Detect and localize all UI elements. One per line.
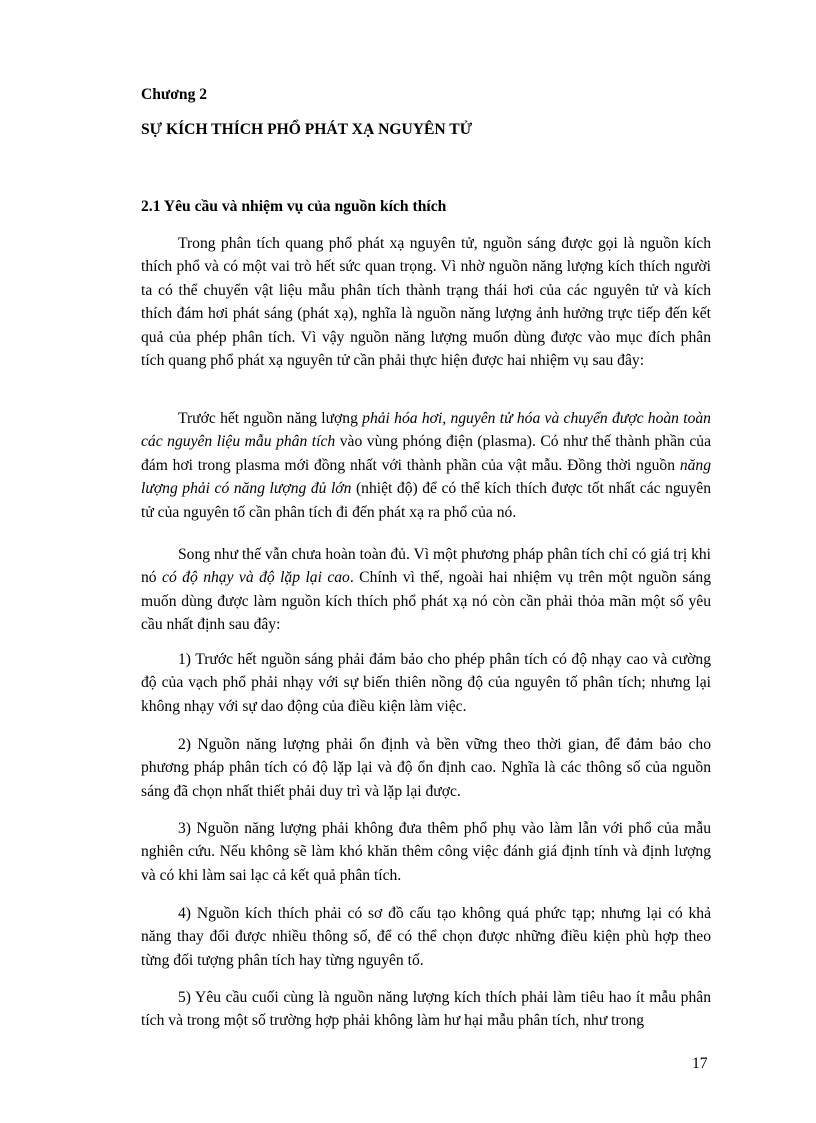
requirement-item-4: 4) Nguồn kích thích phải có sơ đồ cấu tạo không quá phức tạp; nhưng lại có khả năng thay đổi được nhiều thông số, để có thể chọn được những điều kiện phù hợp theo từng đối tượng phân tích hay từng nguyên tố. [141, 905, 711, 969]
emphasis-text: phải hóa hơi, nguyên tử hóa và chuyển được hoàn toàn các nguyên liệu mẫu phân tích [141, 410, 711, 451]
chapter-label: Chương 2 [141, 86, 208, 103]
paragraph-text: Song như thế vẫn chưa hoàn toàn đủ. Vì một phương pháp phân tích chỉ có giá trị khi nó [141, 546, 711, 587]
paragraph-text: (nhiệt độ) để có thể kích thích được tốt nhất các nguyên tử của nguyên tố cần phân tích đi đến phát xạ ra phổ của nó. [141, 480, 711, 521]
requirement-item-3: 3) Nguồn năng lượng phải không đưa thêm phổ phụ vào làm lẫn với phổ của mẫu nghiên cứu. Nếu không sẽ làm khó khăn thêm công việc đánh giá định tính và định lượng và có khi làm sai lạc cả kết quả phân tích. [141, 820, 711, 884]
requirement-item-2: 2) Nguồn năng lượng phải ổn định và bền vững theo thời gian, để đảm bảo cho phương pháp phân tích có độ lặp lại và độ ổn định cao. Nghĩa là các thông số của nguồn sáng đã chọn nhất thiết phải duy trì và lặp lại được. [141, 736, 711, 800]
emphasis-text: có độ nhạy và độ lặp lại cao [162, 569, 350, 587]
page-number: 17 [692, 1055, 708, 1072]
paragraph-text: Trước hết nguồn năng lượng [178, 410, 363, 427]
paragraph-primary-tasks [141, 407, 711, 524]
paragraph-text: vào vùng phóng điện (plasma). Có như thế thành phần của đám hơi trong plasma mới đồng nhất với thành phần của vật mẫu. Đồng thời nguồn [141, 433, 711, 474]
emphasis-text: năng lượng phải có năng lượng đủ lớn [141, 456, 711, 498]
requirement-item-5: 5) Yêu cầu cuối cùng là nguồn năng lượng kích thích phải làm tiêu hao ít mẫu phân tích và trong một số trường hợp phải không làm hư hại mẫu phân tích, như trong [141, 989, 711, 1030]
paragraph-requirements-intro [141, 543, 711, 637]
paragraph-text: . Chính vì thế, ngoài hai nhiệm vụ trên một nguồn sáng muốn dùng được làm nguồn kích thích phổ phát xạ nó còn cần phải thỏa mãn một số yêu cầu nhất định sau đây: [141, 569, 711, 634]
requirement-item-1: 1) Trước hết nguồn sáng phải đảm bảo cho phép phân tích có độ nhạy cao và cường độ của vạch phổ phải nhạy với sự biến thiên nồng độ của nguyên tố phân tích; nhưng lại không nhạy với sự dao động của điều kiện làm việc. [141, 651, 711, 715]
section-heading: 2.1 Yêu cầu và nhiệm vụ của nguồn kích thích [141, 198, 447, 215]
paragraph-intro: Trong phân tích quang phổ phát xạ nguyên tử, nguồn sáng được gọi là nguồn kích thích phổ và có một vai trò hết sức quan trọng. Vì nhờ nguồn năng lượng kích thích người ta có thể chuyển vật liệu mẫu phân tích thành trạng thái hơi của các nguyên tử và kích thích đám hơi phát sáng (phát xạ), nghĩa là nguồn năng lượng ảnh hưởng trực tiếp đến kết quả của phép phân tích. Vì vậy nguồn năng lượng muốn dùng được vào mục đích phân tích quang phổ phát xạ nguyên tử cần phải thực hiện được hai nhiệm vụ sau đây: [141, 235, 711, 370]
chapter-title: SỰ KÍCH THÍCH PHỔ PHÁT XẠ NGUYÊN TỬ [141, 121, 473, 138]
